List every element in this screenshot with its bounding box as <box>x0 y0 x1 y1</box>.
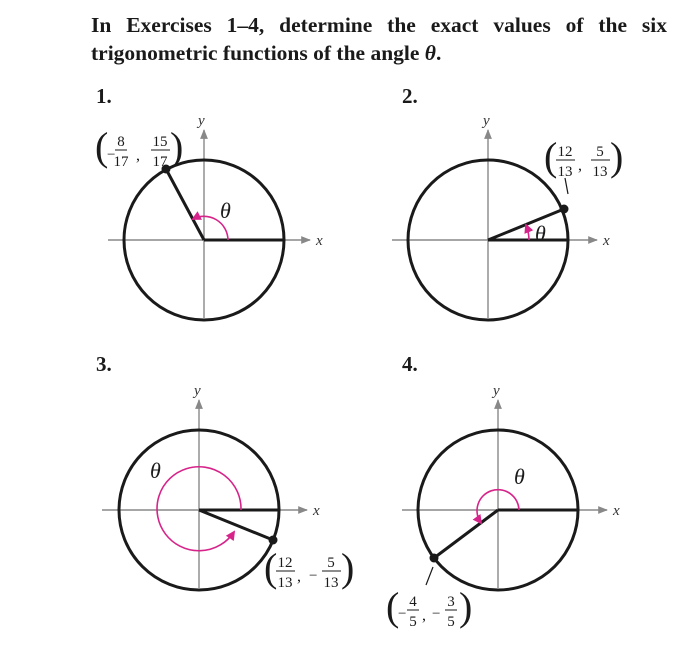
y-numerator: 3 <box>447 594 455 610</box>
x-axis-label: x <box>613 503 620 519</box>
theta-label: θ <box>220 198 231 223</box>
y-sign: − <box>432 606 441 622</box>
theta-label: θ <box>535 221 546 246</box>
figure-4 <box>386 383 620 630</box>
exercise-2-number: 2. <box>402 84 418 108</box>
y-sign: − <box>309 568 318 584</box>
theta-label: θ <box>150 458 161 483</box>
instructions-period: . <box>435 41 442 65</box>
point-label-4 <box>386 584 472 630</box>
terminal-point <box>430 554 439 563</box>
svg-text:): ) <box>341 545 355 590</box>
y-numerator: 15 <box>152 134 168 150</box>
theta-label: θ <box>514 464 525 489</box>
point-label-2 <box>544 134 623 180</box>
svg-text:,: , <box>578 157 582 174</box>
y-denominator: 13 <box>592 164 608 180</box>
x-numerator: 12 <box>557 144 573 160</box>
theta-symbol: θ <box>424 41 436 65</box>
svg-text:,: , <box>297 568 301 585</box>
x-axis-label: x <box>313 503 320 519</box>
x-sign: − <box>107 147 116 163</box>
x-numerator: 4 <box>409 594 417 610</box>
svg-text:(: ( <box>386 584 400 629</box>
y-axis-label: y <box>493 383 500 399</box>
terminal-side <box>199 510 273 540</box>
x-sign: − <box>398 606 407 622</box>
y-denominator: 17 <box>152 154 168 170</box>
x-axis-label: x <box>603 233 610 249</box>
y-numerator: 5 <box>596 144 604 160</box>
x-axis-label: x <box>316 233 323 249</box>
x-denominator: 5 <box>409 614 417 630</box>
figure-2 <box>392 113 623 320</box>
exercise-4-number: 4. <box>402 352 418 376</box>
leader-line <box>565 178 568 194</box>
terminal-side <box>488 209 564 240</box>
y-axis-label: y <box>194 383 201 399</box>
y-axis-label: y <box>198 113 205 129</box>
exercise-3-number: 3. <box>96 352 112 376</box>
point-label-1 <box>95 124 183 170</box>
x-denominator: 13 <box>277 575 293 591</box>
svg-text:(: ( <box>95 124 109 169</box>
y-denominator: 13 <box>323 575 339 591</box>
svg-text:): ) <box>170 124 184 169</box>
figure-1 <box>95 113 323 320</box>
instructions-text: In Exercises 1–4, determine the exact values of the six trigonometric functions of the angle <box>91 13 667 65</box>
svg-text:): ) <box>459 584 473 629</box>
y-numerator: 5 <box>327 555 335 571</box>
svg-text:,: , <box>422 607 426 624</box>
figure-3 <box>102 383 354 591</box>
y-axis-label: y <box>483 113 490 129</box>
leader-line <box>426 567 433 585</box>
terminal-point <box>560 205 569 214</box>
svg-text:,: , <box>136 147 140 164</box>
terminal-point <box>269 536 278 545</box>
x-denominator: 17 <box>113 154 129 170</box>
svg-text:): ) <box>610 134 624 179</box>
exercise-1-number: 1. <box>96 84 112 108</box>
terminal-side <box>166 169 204 240</box>
x-numerator: 12 <box>277 555 293 571</box>
svg-text:(: ( <box>264 545 278 590</box>
y-denominator: 5 <box>447 614 455 630</box>
x-denominator: 13 <box>557 164 573 180</box>
angle-arc <box>526 225 529 240</box>
terminal-side <box>434 510 498 558</box>
x-numerator: 8 <box>117 134 125 150</box>
svg-text:(: ( <box>544 134 558 179</box>
point-label-3 <box>264 545 354 591</box>
